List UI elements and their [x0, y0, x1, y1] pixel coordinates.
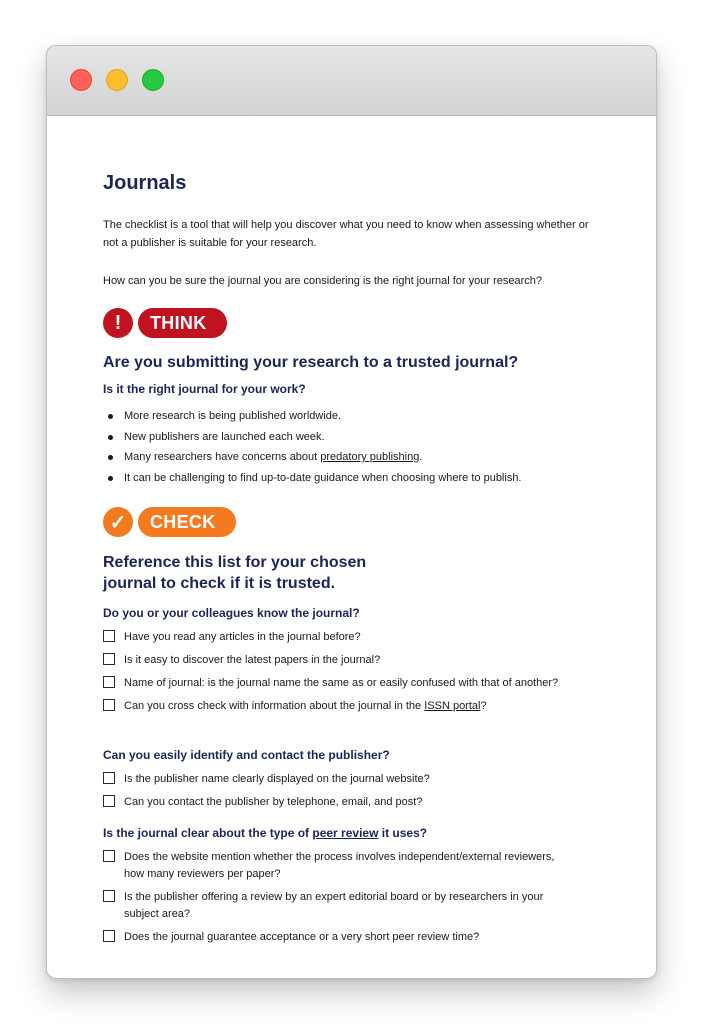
- heading-text: Is the journal clear about the type of: [103, 826, 313, 840]
- exclamation-icon: !: [103, 308, 133, 338]
- item-text: More research is being published worldwide.: [124, 410, 342, 422]
- intro-paragraph: The checklist is a tool that will help you discover what you need to know when assessing whether or not a publisher is suitable for your research.: [103, 219, 589, 249]
- checklist-item: [103, 849, 573, 883]
- bullet-item: [103, 406, 603, 427]
- item-text: Name of journal: is the journal name the same as or easily confused with that of another?: [124, 677, 559, 689]
- close-window-button[interactable]: [70, 69, 92, 91]
- think-heading: Are you submitting your research to a trusted journal?: [103, 354, 519, 371]
- checklist-item: [103, 698, 573, 715]
- bullet-item: [103, 468, 603, 489]
- item-text: Is the publisher offering a review by an expert editorial board or by researchers in your subject area?: [124, 891, 544, 920]
- item-text: Can you contact the publisher by telephone, email, and post?: [124, 796, 423, 808]
- inline-link[interactable]: ISSN portal: [424, 700, 481, 712]
- maximize-window-button[interactable]: [142, 69, 164, 91]
- checklist: [103, 771, 573, 817]
- checklist-item: [103, 652, 573, 669]
- intro-question: How can you be sure the journal you are considering is the right journal for your research?: [103, 275, 543, 287]
- checkbox[interactable]: [103, 890, 115, 902]
- page-title: Journals: [103, 172, 187, 194]
- checklist-item: [103, 929, 573, 946]
- item-text-after: ?: [480, 700, 487, 712]
- check-section-heading: [103, 825, 427, 841]
- check-badge: [103, 507, 236, 537]
- think-subheading: Is it the right journal for your work?: [103, 382, 306, 396]
- item-text: Does the website mention whether the process involves independent/external reviewers, how many reviewers per paper?: [124, 851, 555, 880]
- minimize-window-button[interactable]: [106, 69, 128, 91]
- think-bullet-list: [103, 406, 603, 488]
- peer-review-link[interactable]: peer review: [312, 826, 379, 840]
- checkbox[interactable]: [103, 653, 115, 665]
- bullet-item: [103, 427, 603, 448]
- check-label: CHECK: [138, 507, 236, 537]
- inline-link[interactable]: predatory publishing: [320, 451, 420, 463]
- check-heading: [103, 552, 366, 594]
- check-section-heading: [103, 747, 390, 763]
- checklist: [103, 849, 573, 952]
- heading-text: Can you easily identify and contact the publisher?: [103, 748, 390, 762]
- heading-text: Do you or your colleagues know the journal?: [103, 606, 360, 620]
- checkbox[interactable]: [103, 795, 115, 807]
- think-badge: [103, 308, 227, 338]
- item-text: Does the journal guarantee acceptance or a very short peer review time?: [124, 931, 480, 943]
- item-text: Many researchers have concerns about: [124, 451, 321, 463]
- checkbox[interactable]: [103, 930, 115, 942]
- window-titlebar: [47, 46, 656, 116]
- item-text: Is the publisher name clearly displayed on the journal website?: [124, 773, 430, 785]
- checklist-item: [103, 794, 573, 811]
- think-label: THINK: [138, 308, 227, 338]
- checkmark-icon: ✓: [103, 507, 133, 537]
- checklist: [103, 629, 573, 721]
- item-text: New publishers are launched each week.: [124, 430, 325, 443]
- item-text: Is it easy to discover the latest papers in the journal?: [124, 654, 381, 666]
- item-text-after: .: [419, 451, 423, 463]
- bullet-item: [103, 447, 603, 468]
- checkbox[interactable]: [103, 676, 115, 688]
- checklist-item: [103, 629, 573, 646]
- checklist-item: [103, 771, 573, 788]
- check-section-heading: [103, 605, 360, 621]
- checklist-item: [103, 675, 573, 692]
- checkbox[interactable]: [103, 630, 115, 642]
- checkbox[interactable]: [103, 850, 115, 862]
- checkbox[interactable]: [103, 772, 115, 784]
- item-text: Have you read any articles in the journal before?: [124, 631, 361, 643]
- item-text: It can be challenging to find up-to-date guidance when choosing where to publish.: [124, 471, 522, 484]
- browser-window: [46, 45, 657, 979]
- heading-text-after: it uses?: [378, 826, 428, 840]
- item-text: Can you cross check with information about the journal in the: [124, 700, 425, 712]
- checkbox[interactable]: [103, 699, 115, 711]
- checklist-item: [103, 889, 573, 923]
- check-heading-line1: Reference this list for your chosen: [103, 554, 367, 571]
- check-heading-line2: journal to check if it is trusted.: [103, 575, 336, 592]
